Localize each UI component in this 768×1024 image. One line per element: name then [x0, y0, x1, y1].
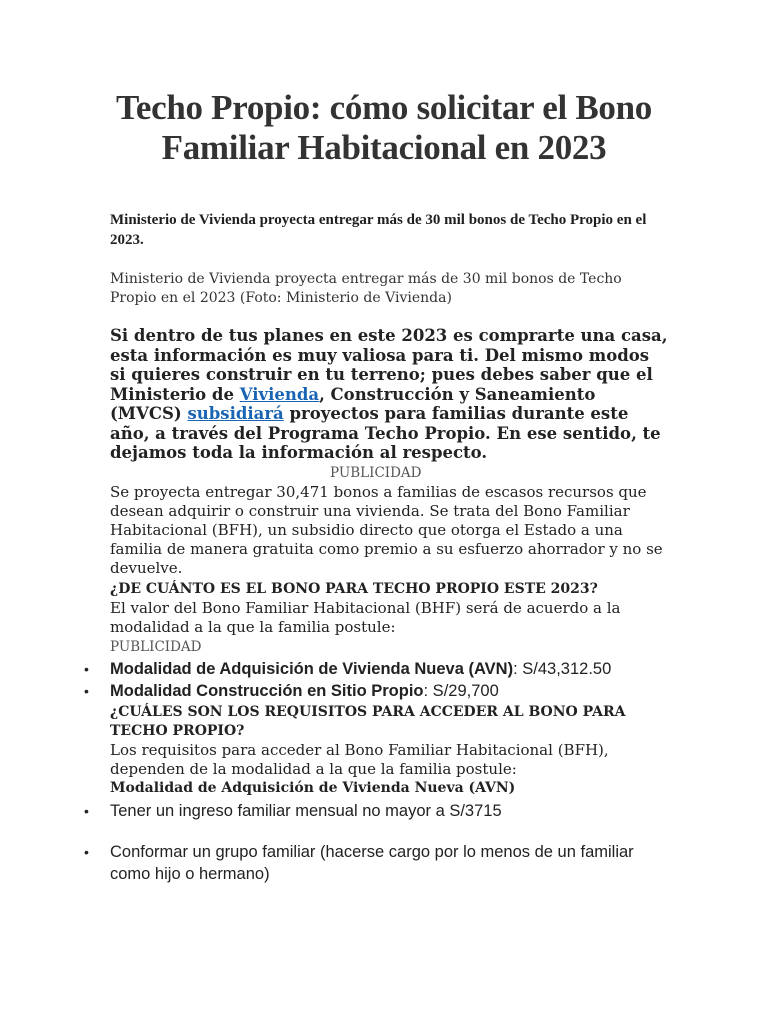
- ad-label: PUBLICIDAD: [330, 465, 422, 481]
- heading-requisitos: ¿CUÁLES SON LOS REQUISITOS PARA ACCEDER AL BONO PARA TECHO PROPIO?: [110, 704, 626, 739]
- lead-paragraph: [110, 326, 670, 463]
- lead-text-2: , Construcción y Saneamiento (MVCS): [110, 384, 596, 423]
- list-item-requisito-ingreso: [84, 800, 664, 822]
- bullet: •: [84, 661, 89, 677]
- heading-monto-bono: ¿DE CUÁNTO ES EL BONO PARA TECHO PROPIO ESTE 2023?: [110, 581, 598, 597]
- list-item-csp-amount: [84, 680, 664, 702]
- modalidad-label: Modalidad de Adquisición de Vivienda Nueva (AVN): [110, 660, 514, 678]
- bullet: •: [84, 844, 89, 860]
- bullet: •: [84, 683, 89, 699]
- lead-text-3: proyectos para familias durante este año, a través del Programa Techo Propio. En ese sentido, te dejamos toda la información al respecto.: [110, 404, 661, 462]
- paragraph-requisitos: Los requisitos para acceder al Bono Familiar Habitacional (BFH), dependen de la modalidad a la que la familia postule:: [110, 741, 609, 778]
- requisito-text: Tener un ingreso familiar mensual no mayor a S/3715: [110, 802, 502, 820]
- ad-label: PUBLICIDAD: [110, 639, 202, 655]
- modalidad-label: Modalidad Construcción en Sitio Propio: [110, 682, 424, 700]
- requisito-text: Conformar un grupo familiar (hacerse cargo por lo menos de un familiar como hijo o hermano): [110, 843, 634, 883]
- heading-modalidad-avn: Modalidad de Adquisición de Vivienda Nueva (AVN): [110, 780, 516, 796]
- modalidad-amount: : S/29,700: [423, 682, 499, 700]
- image-caption: Ministerio de Vivienda proyecta entregar más de 30 mil bonos de Techo Propio en el 2023 (Foto: Ministerio de Vivienda): [110, 271, 622, 306]
- article-subtitle: Ministerio de Vivienda proyecta entregar más de 30 mil bonos de Techo Propio en el 2023.: [110, 212, 647, 248]
- modalidad-amount: : S/43,312.50: [513, 660, 612, 678]
- paragraph-bonos: Se proyecta entregar 30,471 bonos a familias de escasos recursos que desean adquirir o construir una vivienda. Se trata del Bono Familiar Habitacional (BFH), un subsidio directo que otorga el Estado a una familia de manera gratuita como premio a su esfuerzo ahorrador y no se devuelve.: [110, 483, 663, 577]
- list-item-requisito-grupo: [84, 841, 644, 885]
- subsidiara-link[interactable]: subsidiará: [187, 404, 284, 423]
- vivienda-link[interactable]: Vivienda: [239, 384, 320, 404]
- lead-text-1: Si dentro de tus planes en este 2023 es comprarte una casa, esta información es muy valiosa para ti. Del mismo modos si quieres construir en tu terreno; pues debes saber que el Ministerio de: [110, 326, 668, 404]
- bullet: •: [84, 803, 89, 819]
- paragraph-valor-bono: El valor del Bono Familiar Habitacional (BHF) será de acuerdo a la modalidad a la que la familia postule:: [110, 599, 621, 636]
- list-item-avn-amount: [84, 658, 664, 680]
- article-title: Techo Propio: cómo solicitar el Bono Familiar Habitacional en 2023: [116, 88, 652, 167]
